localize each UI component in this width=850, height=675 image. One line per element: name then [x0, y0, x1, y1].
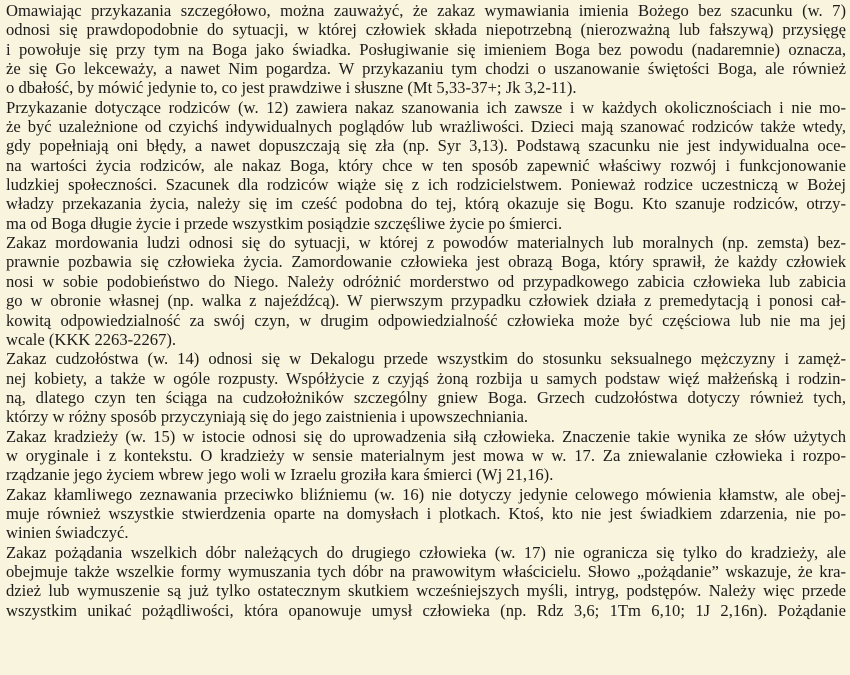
paragraph-name-of-god [6, 1, 846, 98]
paragraph-murder [6, 233, 846, 349]
text-line: winien świadczyć. [6, 523, 129, 543]
paragraph-theft [6, 427, 846, 485]
text-line: władzy przekazania życia, należy się im cześć podobna do tej, którą okazuje się Bogu. Kto szanuje rodziców, otrzy- [6, 194, 846, 214]
text-line: Zakaz pożądania wszelkich dóbr należących do drugiego człowieka (w. 17) nie ogranicza się tylko do kradzieży, ale [6, 542, 846, 562]
text-line: Zakaz kradzieży (w. 15) w istocie odnosi się do uprowadzenia siłą człowieka. Znaczenie takie wynika ze słów użytych [6, 426, 846, 446]
text-line: odnosi się prawdopodobnie do sytuacji, w której człowiek składa niepotrzebną (nierozważną lub fałszywą) przysięgę [6, 20, 846, 40]
paragraph-coveting [6, 543, 846, 620]
text-line: Omawiając przykazania szczegółowo, można zauważyć, że zakaz wymawiania imienia Bożego bez szacunku (w. 7) [6, 1, 846, 20]
text-line: ma od Boga długie życie i przede wszystkim posiądzie szczęśliwe życie po śmierci. [6, 213, 563, 233]
text-line: w oryginale i z kontekstu. O kradzieży w sensie materialnym jest mowa w w. 17. Za zniewalanie człowieka i rozpo- [6, 445, 846, 465]
paragraph-adultery [6, 349, 846, 426]
text-line: go w obronie własnej (np. walka z najeźdźcą). W pierwszym przypadku człowiek działa z premedytacją i ponosi cał- [6, 291, 846, 311]
text-line: Przykazanie dotyczące rodziców (w. 12) zawiera nakaz szanowania ich zawsze i w każdych okolicznościach i nie mo- [6, 97, 846, 117]
text-line: że się Go lekceważy, a nawet Nim pogardza. W przykazaniu tym chodzi o uszanowanie świętości Boga, ale również [6, 59, 846, 79]
text-line: wszystkim unikać pożądliwości, która opanowuje umysł człowieka (np. Rdz 3,6; 1Tm 6,10; 1J 2,16n). Pożądanie [6, 600, 846, 620]
text-line: Zakaz kłamliwego zeznawania przeciwko bliźniemu (w. 16) nie dotyczy jedynie celowego mówienia kłamstw, ale obej- [6, 484, 846, 504]
text-line: rządzanie jego życiem wbrew jego woli w Izraelu groziła kara śmierci (Wj 21,16). [6, 465, 554, 485]
text-line: nosi w sobie podobieństwo do Niego. Należy odróżnić morderstwo od przypadkowego zabicia człowieka lub zabicia [6, 271, 846, 291]
text-line: na wartości życia rodziców, ale nakaz Boga, który chce w ten sposób zapewnić właściwy rozwój i funkcjonowanie [6, 155, 846, 175]
paragraph-parents [6, 98, 846, 233]
text-line: o dbałość, by mówić jedynie to, co jest prawdziwe i słuszne (Mt 5,33-37+; Jk 3,2-11). [6, 78, 577, 98]
paragraph-false-witness [6, 485, 846, 543]
text-line: że być uzależnione od czyichś indywidualnych poglądów lub wrażliwości. Dzieci mają szanować rodziców także wtedy, [6, 117, 846, 137]
text-line: wcale (KKK 2263-2267). [6, 329, 177, 349]
text-line: obejmuje także wszelkie formy wymuszania tych dóbr na prawowitym właścicielu. Słowo „pożądanie” wskazuje, że kra- [6, 561, 846, 581]
text-line: prawnie pozbawia się człowieka życia. Zamordowanie człowieka jest obrazą Boga, który sprawił, że każdy człowiek [6, 252, 846, 272]
text-line: kowitą odpowiedzialność za swój czyn, w drugim odpowiedzialność człowieka może być częściowa lub nie ma jej [6, 310, 846, 330]
text-line: gdy popełniają oni błędy, a nawet dopuszczają się zła (np. Syr 3,13). Podstawą szacunku nie jest indywidualna oce- [6, 136, 846, 156]
text-line: muje również wszystkie stwierdzenia oparte na domysłach i plotkach. Ktoś, kto nie jest świadkiem zdarzenia, nie po- [6, 503, 846, 523]
text-line: Zakaz cudzołóstwa (w. 14) odnosi się w Dekalogu przede wszystkim do stosunku seksualnego mężczyzny i zamęż- [6, 349, 846, 369]
text-line: i powołuje się przy tym na Boga jako świadka. Posługiwanie się imieniem Boga bez powodu (nadaremnie) oznacza, [6, 39, 846, 59]
text-line: Zakaz mordowania ludzi odnosi się do sytuacji, w której z powodów materialnych lub moralnych (np. zemsta) bez- [6, 233, 846, 253]
text-line: dzież lub wymuszenie są już tylko ostatecznym skutkiem wcześniejszych myśli, intryg, podstępów. Należy więc przede [6, 581, 846, 601]
text-line: ną, dlatego czyn ten ściąga na cudzołożników szczególny gniew Boga. Grzech cudzołóstwa dotyczy również tych, [6, 387, 846, 407]
text-line: ludzkiej społeczności. Szacunek dla rodziców wiąże się z ich rodzicielstwem. Ponieważ rodzice uczestniczą w Bożej [6, 175, 846, 195]
text-line: nej kobiety, a także w ogóle rozpusty. Współżycie z czyjąś żoną rozbija u samych podstaw więź małżeńską i rodzin- [6, 368, 846, 388]
text-line: którzy w różny sposób przyczyniają się do jego zaistnienia i upowszechniania. [6, 407, 529, 427]
